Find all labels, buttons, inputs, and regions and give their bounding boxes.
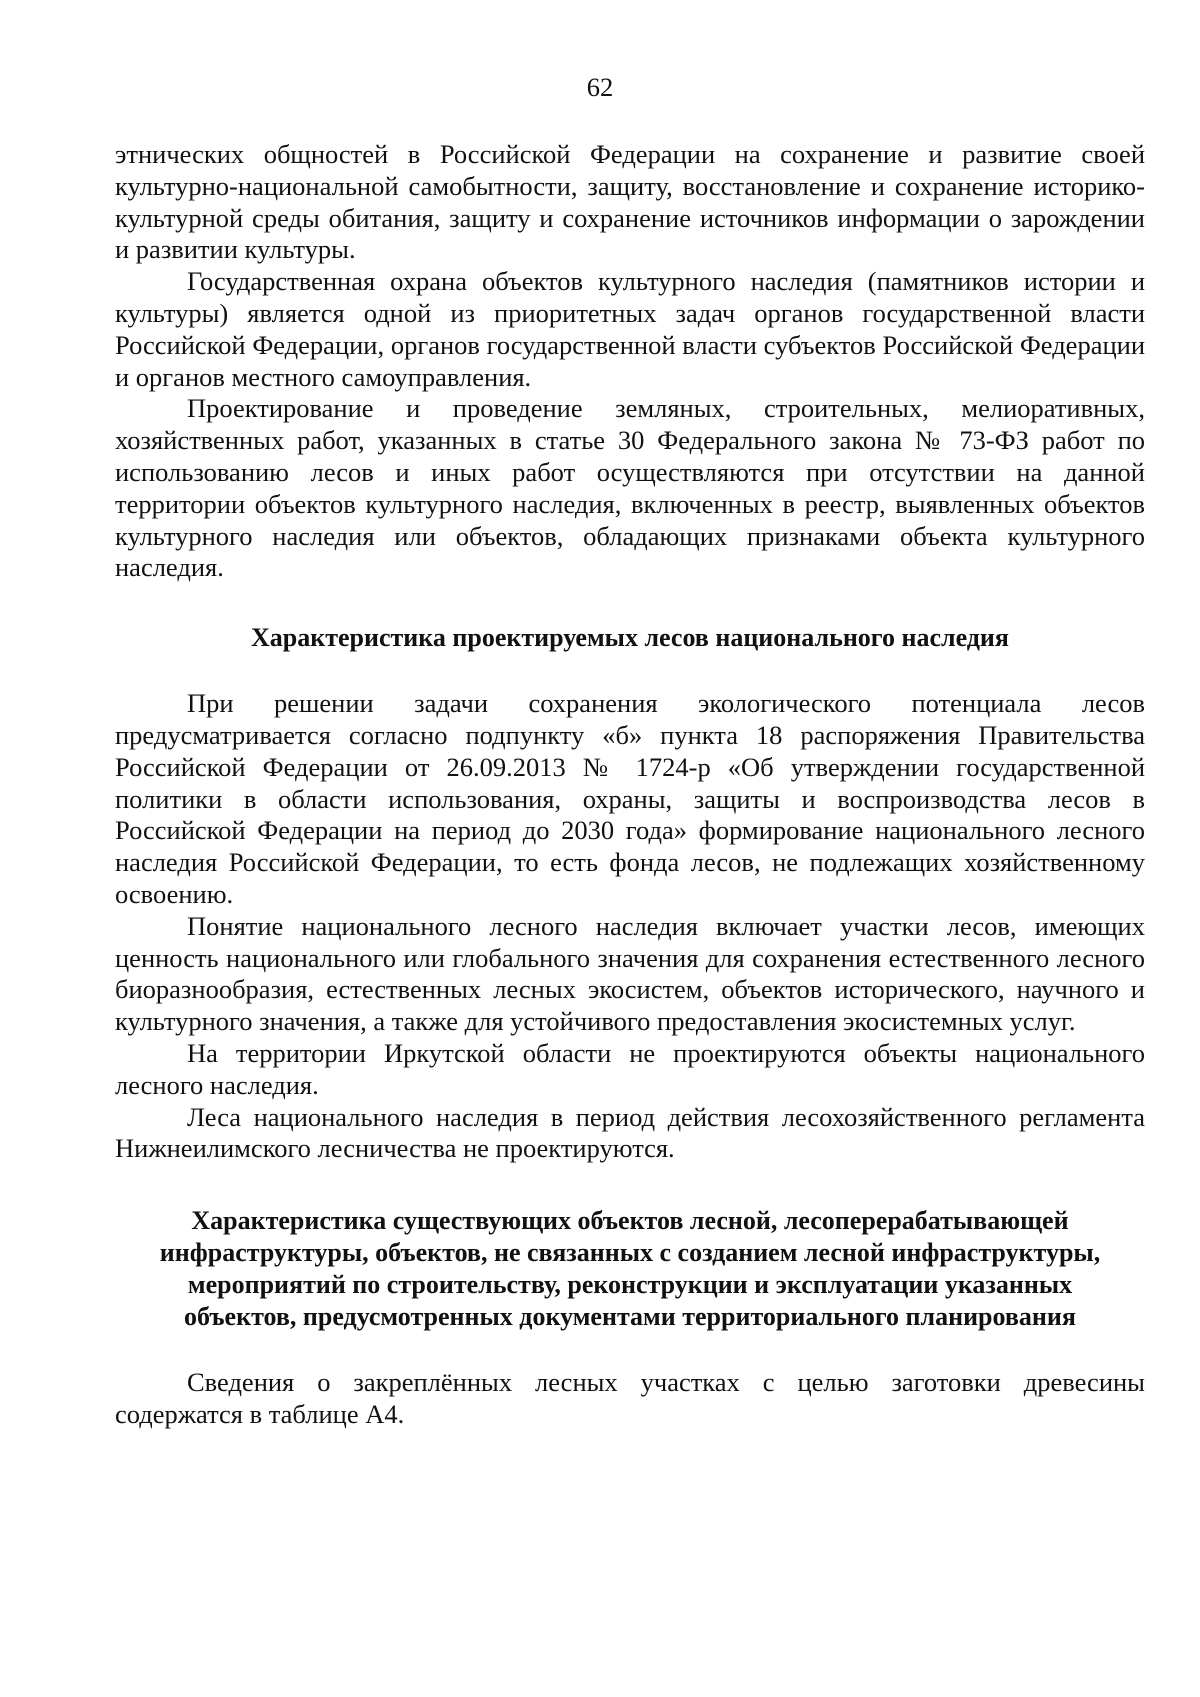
paragraph-state-protection: Государственная охрана объектов культурного наследия (памятников истории и культуры) является одной из приоритетных задач органов государственной власти Российской Федерации, органов государственной власти субъектов Российской Федерации и органов местного самоуправления. [115, 266, 1145, 392]
paragraph-intro-continuation: этнических общностей в Российской Федерации на сохранение и развитие своей культурно-национальной самобытности, защиту, восстановление и сохранение историко-культурной среды обитания, защиту и сохранение источников информации о зарождении и развитии культуры. [115, 139, 1145, 265]
paragraph-national-heritage-concept: Понятие национального лесного наследия включает участки лесов, имеющих ценность национального или глобального значения для сохранения естественного лесного биоразнообразия, естественных лесных экосистем, объектов исторического, научного и культурного значения, а также для устойчивого предоставления экосистемных услуг. [115, 910, 1145, 1037]
heading-line: Характеристика существующих объектов лесной, лесоперерабатывающей [191, 1206, 1069, 1236]
section-heading-national-heritage-forests: Характеристика проектируемых лесов национального наследия [251, 623, 1009, 653]
page-number: 62 [586, 72, 614, 102]
page-content [115, 139, 1145, 1431]
paragraph-leased-plots: Сведения о закреплённых лесных участках с целью заготовки древесины содержатся в таблице А4. [115, 1367, 1145, 1429]
heading-line: мероприятий по строительству, реконструкции и эксплуатации указанных [187, 1270, 1073, 1300]
heading-line: объектов, предусмотренных документами территориального планирования [184, 1302, 1076, 1332]
section-heading-infrastructure [115, 1205, 1145, 1333]
paragraph-not-designed: Леса национального наследия в период действия лесохозяйственного регламента Нижнеилимского лесничества не проектируются. [115, 1101, 1145, 1164]
paragraph-irkutsk-region: На территории Иркутской области не проектируются объекты национального лесного наследия. [115, 1037, 1145, 1100]
paragraph-ecological-potential: При решении задачи сохранения экологического потенциала лесов предусматривается согласно подпункту «б» пункта 18 распоряжения Правительства Российской Федерации от 26.09.2013 № 1724-р «Об утверждении государственной политики в области использования, охраны, защиты и воспроизводства лесов в Российской Федерации на период до 2030 года» формирование национального лесного наследия Российской Федерации, то есть фонда лесов, не подлежащих хозяйственному освоению. [115, 688, 1145, 909]
paragraph-works-design: Проектирование и проведение земляных, строительных, мелиоративных, хозяйственных работ, указанных в статье 30 Федерального закона № 73-ФЗ работ по использованию лесов и иных работ осуществляются при отсутствии на данной территории объектов культурного наследия, включенных в реестр, выявленных объектов культурного наследия или объектов, обладающих признаками объекта культурного наследия. [115, 393, 1145, 583]
heading-line: инфраструктуры, объектов, не связанных с созданием лесной инфраструктуры, [159, 1238, 1101, 1268]
